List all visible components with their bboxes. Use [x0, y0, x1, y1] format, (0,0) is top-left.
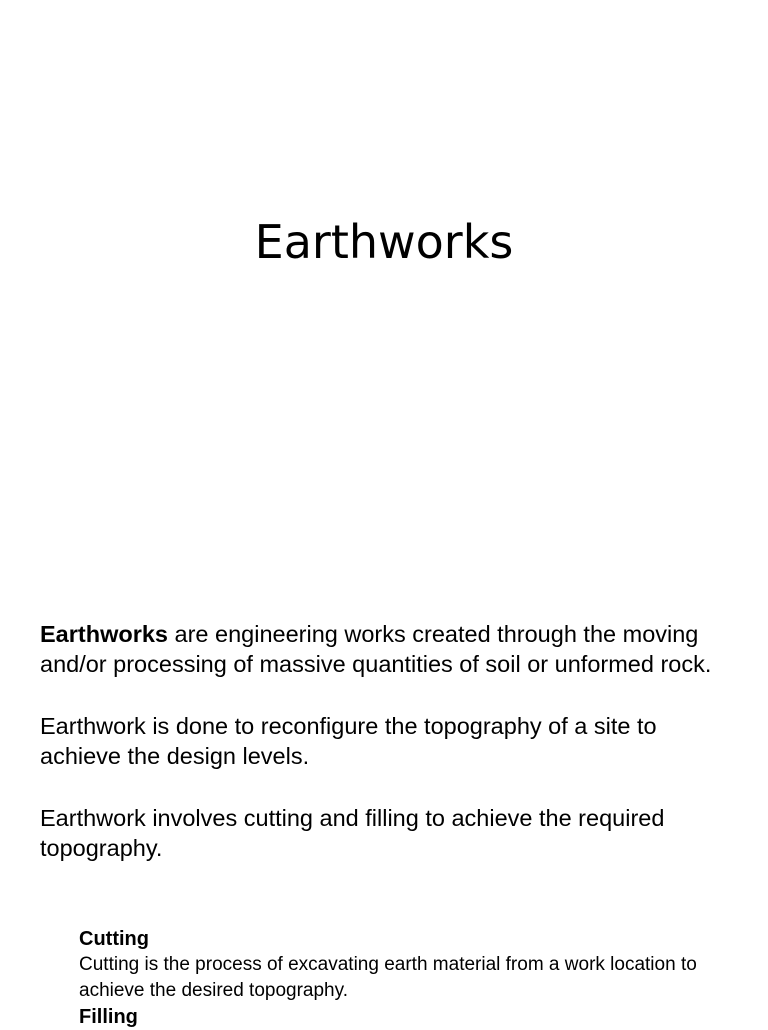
slide-title: Earthworks [254, 215, 514, 269]
definition-filling [79, 1004, 719, 1030]
definition-text-cutting: Cutting is the process of excavating earth material from a work location to achieve the desired topography. [79, 954, 697, 1001]
paragraph-definition-text: are engineering works created through the moving and/or processing of massive quantities of soil or unformed rock. [40, 621, 712, 677]
body-text [40, 619, 740, 863]
term-earthworks: Earthworks [40, 621, 168, 647]
definition-heading-cutting: Cutting [79, 928, 149, 950]
definitions-list [79, 926, 719, 1030]
definition-cutting [79, 926, 719, 1004]
definition-heading-filling: Filling [79, 1006, 138, 1028]
paragraph-definition [40, 619, 740, 679]
paragraph-method: Earthwork involves cutting and filling to achieve the required topography. [40, 805, 665, 861]
paragraph-purpose: Earthwork is done to reconfigure the topography of a site to achieve the design levels. [40, 713, 657, 769]
